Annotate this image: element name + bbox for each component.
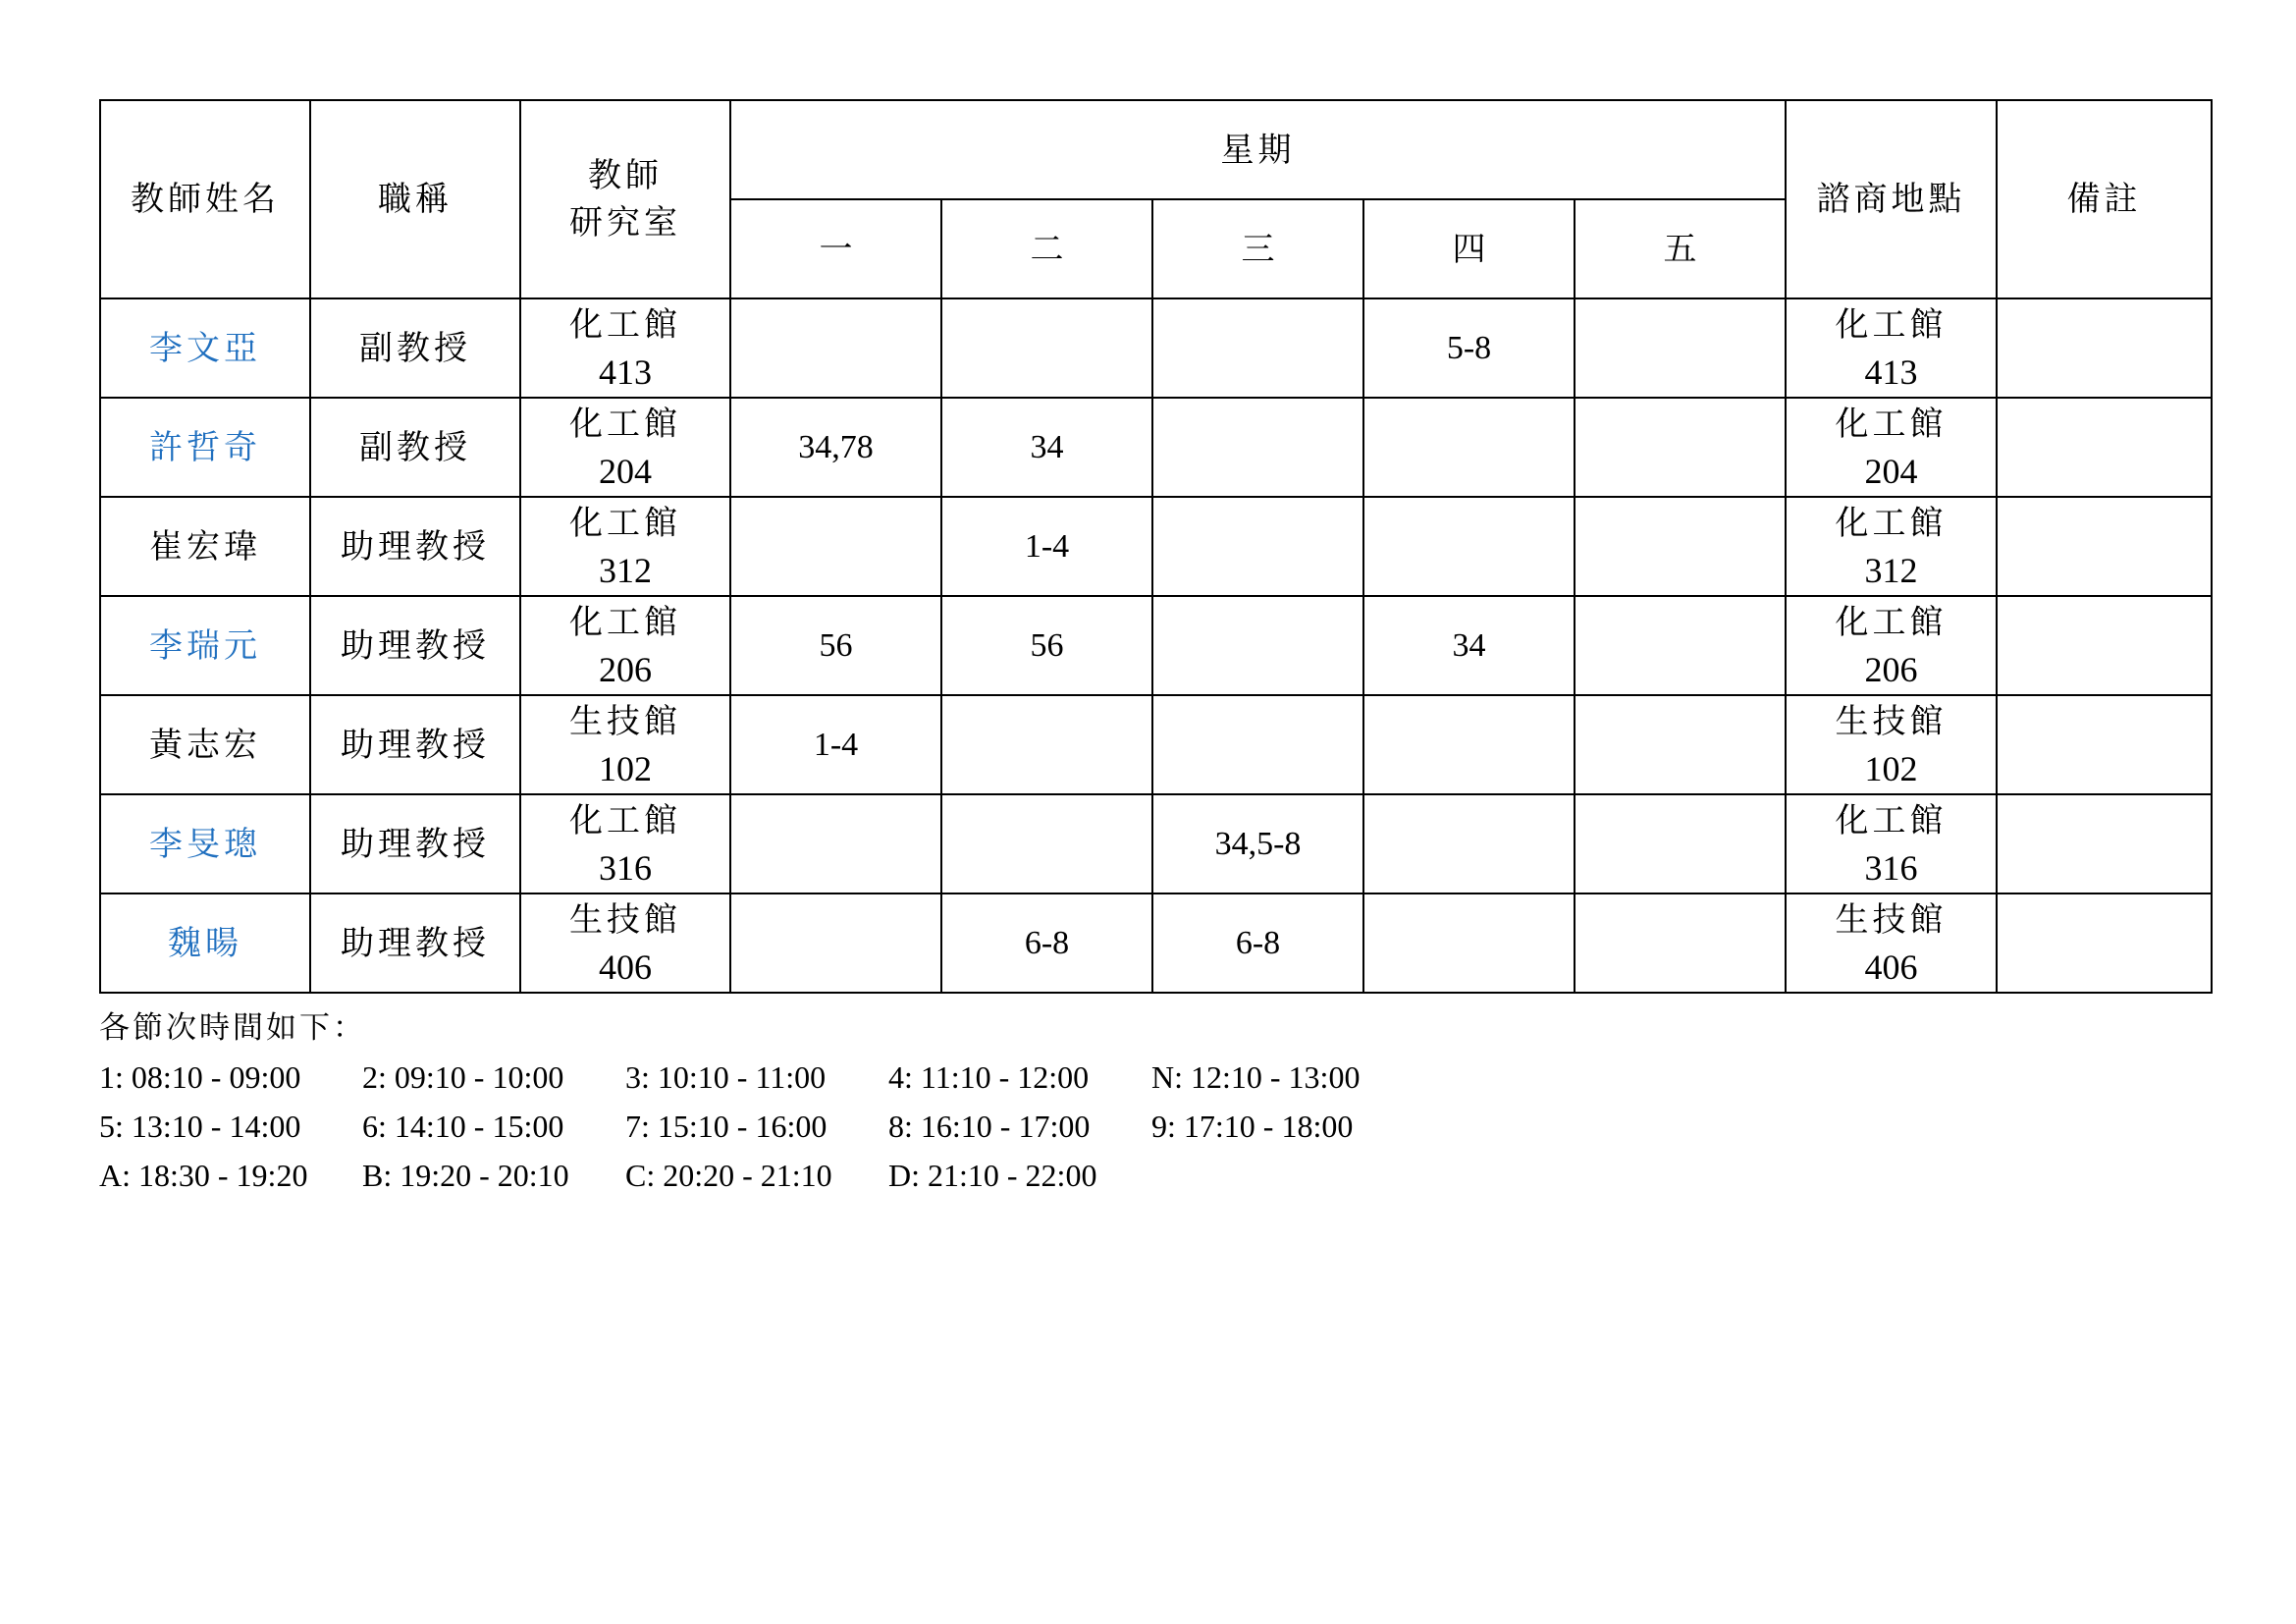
location-cell xyxy=(1786,596,1997,695)
day-slot-fri xyxy=(1575,298,1786,398)
day-slot-thu: 34 xyxy=(1363,596,1575,695)
remark-cell xyxy=(1997,497,2212,596)
teacher-name: 黃志宏 xyxy=(149,725,261,765)
job-title-cell: 助理教授 xyxy=(310,893,520,993)
office-room: 316 xyxy=(599,847,652,888)
day-slot-tue: 1-4 xyxy=(941,497,1152,596)
teacher-name-cell xyxy=(100,298,310,398)
location-room: 102 xyxy=(1864,748,1918,788)
location-room: 316 xyxy=(1864,847,1918,888)
day-slot-fri xyxy=(1575,398,1786,497)
teacher-name-cell xyxy=(100,794,310,893)
teacher-name-cell xyxy=(100,398,310,497)
period-row xyxy=(99,1102,1415,1151)
day-slot-mon: 56 xyxy=(730,596,941,695)
day-slot-wed xyxy=(1152,298,1363,398)
day-slot-wed xyxy=(1152,398,1363,497)
table-row xyxy=(100,794,2212,893)
period-time: A: 18:30 - 19:20 xyxy=(99,1158,308,1193)
table-body xyxy=(100,298,2212,993)
office-building: 化工館 xyxy=(569,503,681,543)
period-notes-title: 各節次時間如下： xyxy=(99,1010,366,1046)
location-room: 206 xyxy=(1864,649,1918,689)
teacher-name-cell xyxy=(100,695,310,794)
header-day-thu: 四 xyxy=(1363,199,1575,298)
day-slot-fri xyxy=(1575,893,1786,993)
remark-cell xyxy=(1997,695,2212,794)
day-slot-mon xyxy=(730,893,941,993)
teacher-name-cell xyxy=(100,893,310,993)
day-slot-wed xyxy=(1152,695,1363,794)
job-title-cell: 助理教授 xyxy=(310,794,520,893)
day-slot-thu: 5-8 xyxy=(1363,298,1575,398)
header-row xyxy=(100,100,2212,199)
day-slot-wed: 34,5-8 xyxy=(1152,794,1363,893)
day-slot-tue xyxy=(941,695,1152,794)
day-slot-wed xyxy=(1152,596,1363,695)
teacher-name-cell xyxy=(100,596,310,695)
location-room: 406 xyxy=(1864,947,1918,987)
period-time: 5: 13:10 - 14:00 xyxy=(99,1109,301,1144)
office-room: 102 xyxy=(599,748,652,788)
day-slot-wed xyxy=(1152,497,1363,596)
office-building: 化工館 xyxy=(569,304,681,345)
location-building: 化工館 xyxy=(1835,602,1948,642)
day-slot-thu xyxy=(1363,794,1575,893)
header-day-tue: 二 xyxy=(941,199,1152,298)
location-room: 413 xyxy=(1864,352,1918,392)
day-slot-thu xyxy=(1363,695,1575,794)
table-row xyxy=(100,398,2212,497)
period-row xyxy=(99,1053,1415,1102)
location-building: 化工館 xyxy=(1835,800,1948,840)
location-building: 化工館 xyxy=(1835,503,1948,543)
period-time: 7: 15:10 - 16:00 xyxy=(625,1109,828,1144)
header-weekday-group: 星期 xyxy=(730,100,1786,199)
day-slot-mon xyxy=(730,298,941,398)
remark-cell xyxy=(1997,794,2212,893)
teacher-name-link[interactable]: 李文亞 xyxy=(149,328,261,368)
header-job-title: 職稱 xyxy=(310,100,520,298)
period-time: N: 12:10 - 13:00 xyxy=(1151,1059,1361,1095)
location-cell xyxy=(1786,695,1997,794)
teacher-name-link[interactable]: 許哲奇 xyxy=(149,427,261,467)
header-teacher-name: 教師姓名 xyxy=(100,100,310,298)
remark-cell xyxy=(1997,596,2212,695)
header-office-line1: 教師 xyxy=(588,156,663,195)
remark-cell xyxy=(1997,298,2212,398)
office-building: 生技館 xyxy=(569,899,681,940)
period-list xyxy=(99,1053,1415,1200)
office-room: 413 xyxy=(599,352,652,392)
table-row xyxy=(100,695,2212,794)
office-room: 204 xyxy=(599,451,652,491)
location-building: 化工館 xyxy=(1835,304,1948,345)
office-cell xyxy=(520,497,730,596)
office-cell xyxy=(520,794,730,893)
header-remark: 備註 xyxy=(1997,100,2212,298)
office-cell xyxy=(520,695,730,794)
office-cell xyxy=(520,893,730,993)
location-building: 生技館 xyxy=(1835,701,1948,741)
header-day-fri: 五 xyxy=(1575,199,1786,298)
office-room: 312 xyxy=(599,550,652,590)
job-title-cell: 助理教授 xyxy=(310,695,520,794)
job-title-cell: 助理教授 xyxy=(310,596,520,695)
remark-cell xyxy=(1997,398,2212,497)
teacher-name-link[interactable]: 李瑞元 xyxy=(149,625,261,666)
day-slot-tue: 6-8 xyxy=(941,893,1152,993)
office-room: 206 xyxy=(599,649,652,689)
period-row xyxy=(99,1151,1415,1200)
day-slot-mon: 1-4 xyxy=(730,695,941,794)
period-time: 1: 08:10 - 09:00 xyxy=(99,1059,301,1095)
header-location: 諮商地點 xyxy=(1786,100,1997,298)
day-slot-wed: 6-8 xyxy=(1152,893,1363,993)
teacher-name-link[interactable]: 魏暘 xyxy=(168,923,242,963)
teacher-name: 崔宏瑋 xyxy=(149,526,261,567)
period-time: 9: 17:10 - 18:00 xyxy=(1151,1109,1354,1144)
remark-cell xyxy=(1997,893,2212,993)
day-slot-fri xyxy=(1575,596,1786,695)
period-time: D: 21:10 - 22:00 xyxy=(888,1158,1097,1193)
location-room: 312 xyxy=(1864,550,1918,590)
office-building: 化工館 xyxy=(569,800,681,840)
period-time: B: 19:20 - 20:10 xyxy=(362,1158,569,1193)
location-building: 生技館 xyxy=(1835,899,1948,940)
office-cell xyxy=(520,298,730,398)
office-building: 生技館 xyxy=(569,701,681,741)
period-time: 4: 11:10 - 12:00 xyxy=(888,1059,1090,1095)
day-slot-tue: 34 xyxy=(941,398,1152,497)
table-row xyxy=(100,893,2212,993)
day-slot-fri xyxy=(1575,794,1786,893)
job-title-cell: 助理教授 xyxy=(310,497,520,596)
header-day-wed: 三 xyxy=(1152,199,1363,298)
office-cell xyxy=(520,596,730,695)
table-row xyxy=(100,298,2212,398)
location-cell xyxy=(1786,298,1997,398)
period-time: C: 20:20 - 21:10 xyxy=(625,1158,832,1193)
header-day-mon: 一 xyxy=(730,199,941,298)
day-slot-tue xyxy=(941,298,1152,398)
day-slot-mon xyxy=(730,794,941,893)
day-slot-fri xyxy=(1575,695,1786,794)
office-building: 化工館 xyxy=(569,404,681,444)
period-notes xyxy=(99,1003,1415,1200)
location-cell xyxy=(1786,398,1997,497)
location-room: 204 xyxy=(1864,451,1918,491)
office-building: 化工館 xyxy=(569,602,681,642)
period-time: 6: 14:10 - 15:00 xyxy=(362,1109,564,1144)
period-time: 3: 10:10 - 11:00 xyxy=(625,1059,827,1095)
header-office xyxy=(520,100,730,298)
day-slot-thu xyxy=(1363,893,1575,993)
day-slot-fri xyxy=(1575,497,1786,596)
job-title-cell: 副教授 xyxy=(310,398,520,497)
table-row xyxy=(100,497,2212,596)
day-slot-tue: 56 xyxy=(941,596,1152,695)
day-slot-mon: 34,78 xyxy=(730,398,941,497)
location-cell xyxy=(1786,497,1997,596)
office-room: 406 xyxy=(599,947,652,987)
day-slot-tue xyxy=(941,794,1152,893)
table-row xyxy=(100,596,2212,695)
location-cell xyxy=(1786,794,1997,893)
teacher-name-link[interactable]: 李旻璁 xyxy=(149,824,261,864)
day-slot-thu xyxy=(1363,497,1575,596)
period-time: 8: 16:10 - 17:00 xyxy=(888,1109,1091,1144)
period-time: 2: 09:10 - 10:00 xyxy=(362,1059,564,1095)
location-building: 化工館 xyxy=(1835,404,1948,444)
job-title-cell: 副教授 xyxy=(310,298,520,398)
office-hours-table xyxy=(99,99,2213,994)
office-cell xyxy=(520,398,730,497)
teacher-name-cell xyxy=(100,497,310,596)
header-office-line2: 研究室 xyxy=(569,203,681,243)
day-slot-thu xyxy=(1363,398,1575,497)
location-cell xyxy=(1786,893,1997,993)
day-slot-mon xyxy=(730,497,941,596)
